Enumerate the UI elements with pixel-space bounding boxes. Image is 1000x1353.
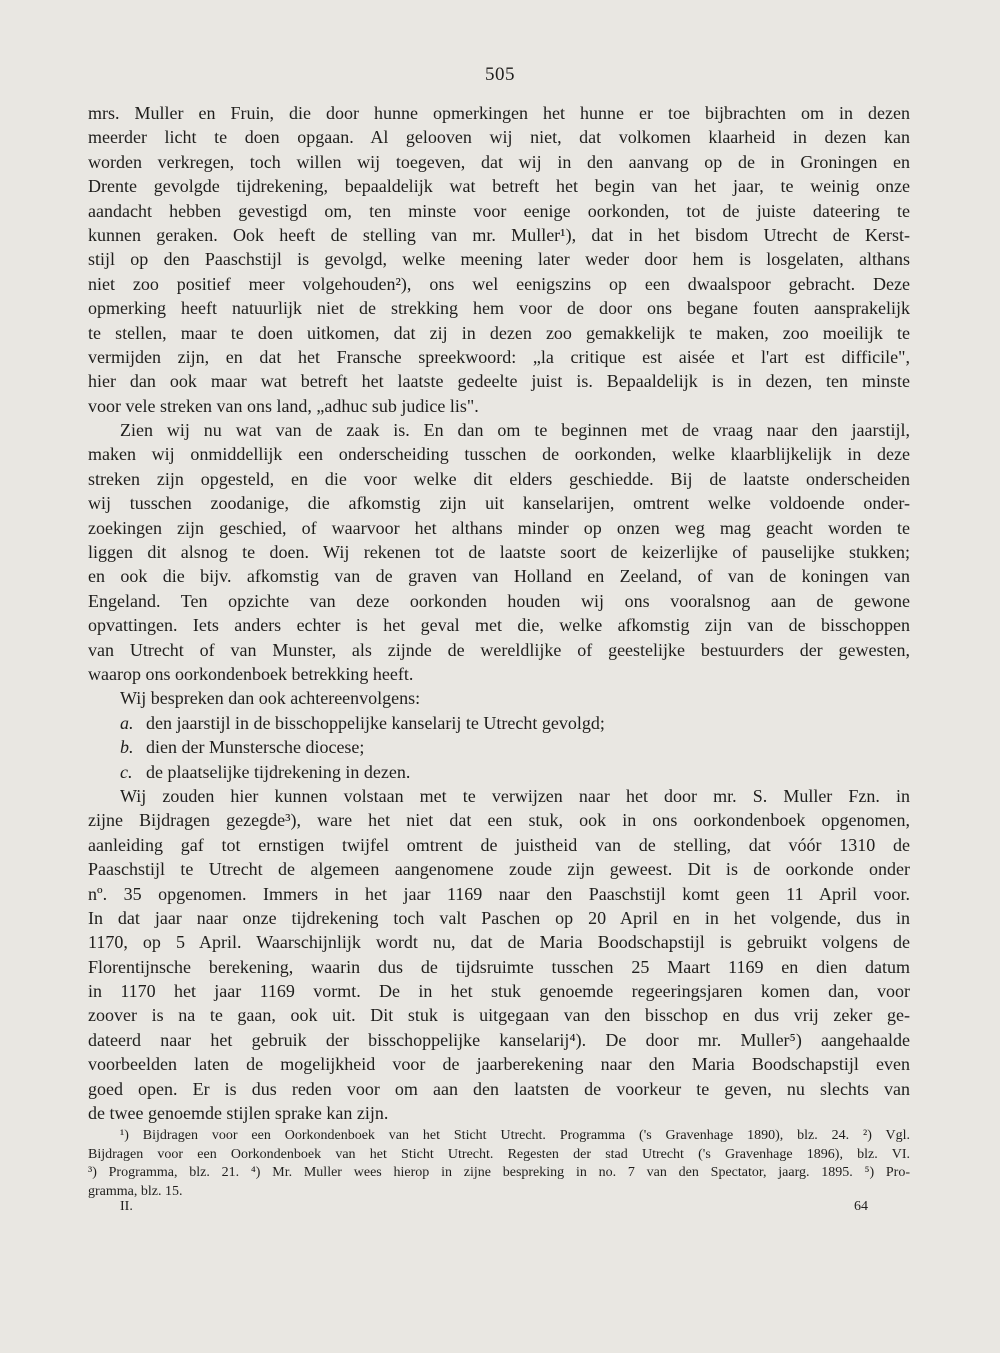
text-line: nº. 35 opgenomen. Immers in het jaar 1169 naar den Paaschstijl komt geen 11 April voor. xyxy=(88,883,910,904)
text-line: aandacht hebben gevestigd om, ten minste voor eenige oorkonden, tot de juiste dateering te xyxy=(88,200,910,221)
footnote-line: ³) Programma, blz. 21. ⁴) Mr. Muller wees hierop in zijne bespreking in no. 7 van den Spectator, jaarg. 1895. ⁵) Pro- xyxy=(88,1165,910,1181)
text-line: In dat jaar naar onze tijdrekening toch valt Paschen op 20 April en in het volgende, dus in xyxy=(88,907,910,928)
text-line: zoover is na te gaan, ook uit. Dit stuk is uitgegaan van den bisschop en dus vrij zeker ge- xyxy=(88,1005,910,1026)
text-line: zoekingen zijn geschied, of waarvoor het althans minder op onzen weg mag geacht worden te xyxy=(88,517,910,538)
text-line: Paaschstijl te Utrecht de algemeen aangenomene zoude zijn geweest. Dit is de oorkonde onder xyxy=(88,859,910,880)
text-line: worden verkregen, toch willen wij toegeven, dat wij in den aanvang op de in Groningen en xyxy=(88,151,910,172)
text-line: voor vele streken van ons land, „adhuc sub judice lis". xyxy=(88,395,479,416)
text-line: van Utrecht of van Munster, als zijnde de wereldlijke of geestelijke bestuurders der gewesten, xyxy=(88,639,910,660)
text-line: aanleiding gaf tot ernstigen twijfel omtrent de juistheid van de stelling, dat vóór 1310 de xyxy=(88,834,910,855)
text-line: en ook die bijv. afkomstig van de graven van Holland en Zeeland, of van de koningen van xyxy=(88,566,910,587)
text-line: Zien wij nu wat van de zaak is. En dan om te beginnen met de vraag naar den jaarstijl, xyxy=(120,420,910,441)
footnote-line: ¹) Bijdragen voor een Oorkondenboek van het Sticht Utrecht. Programma ('s Gravenhage 1890), blz. 24. ²) Vgl. xyxy=(120,1128,910,1143)
list-item-text: den jaarstijl in de bisschoppelijke kanselarij te Utrecht gevolgd; xyxy=(146,712,605,733)
text-line: in 1170 het jaar 1169 vormt. De in het stuk genoemde regeeringsjaren komen dan, voor xyxy=(88,981,910,1002)
signature-mark: II. xyxy=(120,1199,133,1214)
text-line: opvattingen. Iets anders echter is het geval met die, welke afkomstig zijn van de bisschoppen xyxy=(88,615,910,636)
text-line: vermijden zijn, en dat het Fransche spreekwoord: „la critique est aisée et l'art est difficile", xyxy=(88,346,910,367)
list-marker: a. xyxy=(120,712,134,733)
page-number: 505 xyxy=(485,64,515,85)
list-item xyxy=(88,735,910,759)
text-line: de twee genoemde stijlen sprake kan zijn. xyxy=(88,1103,389,1124)
text-line: stijl op den Paaschstijl is gevolgd, welke meening later weder door hem is losgelaten, althans xyxy=(88,249,910,270)
list-marker: c. xyxy=(120,761,133,782)
list-item xyxy=(88,711,910,735)
list-item-text: dien der Munstersche diocese; xyxy=(146,737,365,758)
text-line: liggen dit alsnog te doen. Wij rekenen tot de laatste soort de keizerlijke of pauselijke stukken; xyxy=(88,542,910,563)
text-line: streken zijn opgesteld, en die voor welke dit elders geschiedde. Bij de laatste onderscheiden xyxy=(88,468,910,489)
text-line: kunnen geraken. Ook heeft de stelling van mr. Muller¹), dat in het bisdom Utrecht de Kerst- xyxy=(88,224,910,245)
text-line: zijne Bijdragen gezegde³), ware het niet dat een stuk, ook in ons oorkondenboek opgenomen, xyxy=(88,810,910,831)
list-marker: b. xyxy=(120,737,134,758)
text-line: Engeland. Ten opzichte van deze oorkonden houden wij ons vooralsnog aan de gewone xyxy=(88,590,910,611)
footnotes xyxy=(88,1127,910,1201)
text-line: mrs. Muller en Fruin, die door hunne opmerkingen het hunne er toe bijbrachten om in dezen xyxy=(88,103,910,123)
signature-row xyxy=(88,1199,910,1219)
text-line: goed open. Er is dus reden voor om aan den laatsten de voorkeur te geven, nu slechts van xyxy=(88,1078,910,1099)
text-line: niet zoo positief meer volgehouden²), ons wel eenigszins op een dwaalspoor gebracht. Deze xyxy=(88,273,910,294)
list-item-text: de plaatselijke tijdrekening in dezen. xyxy=(146,761,411,782)
signature-number: 64 xyxy=(854,1199,868,1214)
list-intro: Wij bespreken dan ook achtereenvolgens: xyxy=(120,688,421,709)
text-line: te stellen, maar te doen uitkomen, dat zij in dezen zoo gemakkelijk te maken, zoo moeilijk te xyxy=(88,322,910,343)
text-line: opmerking heeft natuurlijk niet de strekking hem voor de door ons begane fouten aansprakelijk xyxy=(88,298,910,319)
text-line: Florentijnsche berekening, waarin dus de tijdsruimte tusschen 25 Maart 1169 en dien datum xyxy=(88,956,910,977)
list-item xyxy=(88,760,910,784)
text-line: Drente gevolgde tijdrekening, bepaaldelijk wat betreft het begin van het jaar, te weinig onze xyxy=(88,176,910,197)
text-line: hier dan ook maar wat betreft het laatste gedeelte juist is. Bepaaldelijk is in dezen, ten minste xyxy=(88,371,910,392)
text-line: dateerd naar het gebruik der bisschoppelijke kanselarij⁴). De door mr. Muller⁵) aangehaalde xyxy=(88,1029,910,1050)
body-text xyxy=(88,101,910,1125)
text-line: voorbeelden laten de mogelijkheid voor de jaarberekening naar den Maria Boodschapstijl even xyxy=(88,1054,910,1075)
footnote-line: Bijdragen voor een Oorkondenboek van het Sticht Utrecht. Regesten der stad Utrecht ('s Gravenhage 1896), blz. VI. xyxy=(88,1146,910,1162)
text-line: meerder licht te doen opgaan. Al gelooven wij niet, dat volkomen klaarheid in dezen kan xyxy=(88,127,910,148)
text-line: Wij zouden hier kunnen volstaan met te verwijzen naar het door mr. S. Muller Fzn. in xyxy=(120,785,910,806)
footnote-line: gramma, blz. 15. xyxy=(88,1183,183,1199)
text-line: wij tusschen zoodanige, die afkomstig zijn uit kanselarijen, omtrent welke voldoende onder- xyxy=(88,493,910,514)
text-line: maken wij onmiddellijk een onderscheiding tusschen de oorkonden, welke klaarblijkelijk in deze xyxy=(88,444,910,465)
text-line: 1170, op 5 April. Waarschijnlijk wordt nu, dat de Maria Boodschapstijl is gebruikt volgens de xyxy=(88,932,910,953)
text-line: waarop ons oorkondenboek betrekking heeft. xyxy=(88,663,414,684)
